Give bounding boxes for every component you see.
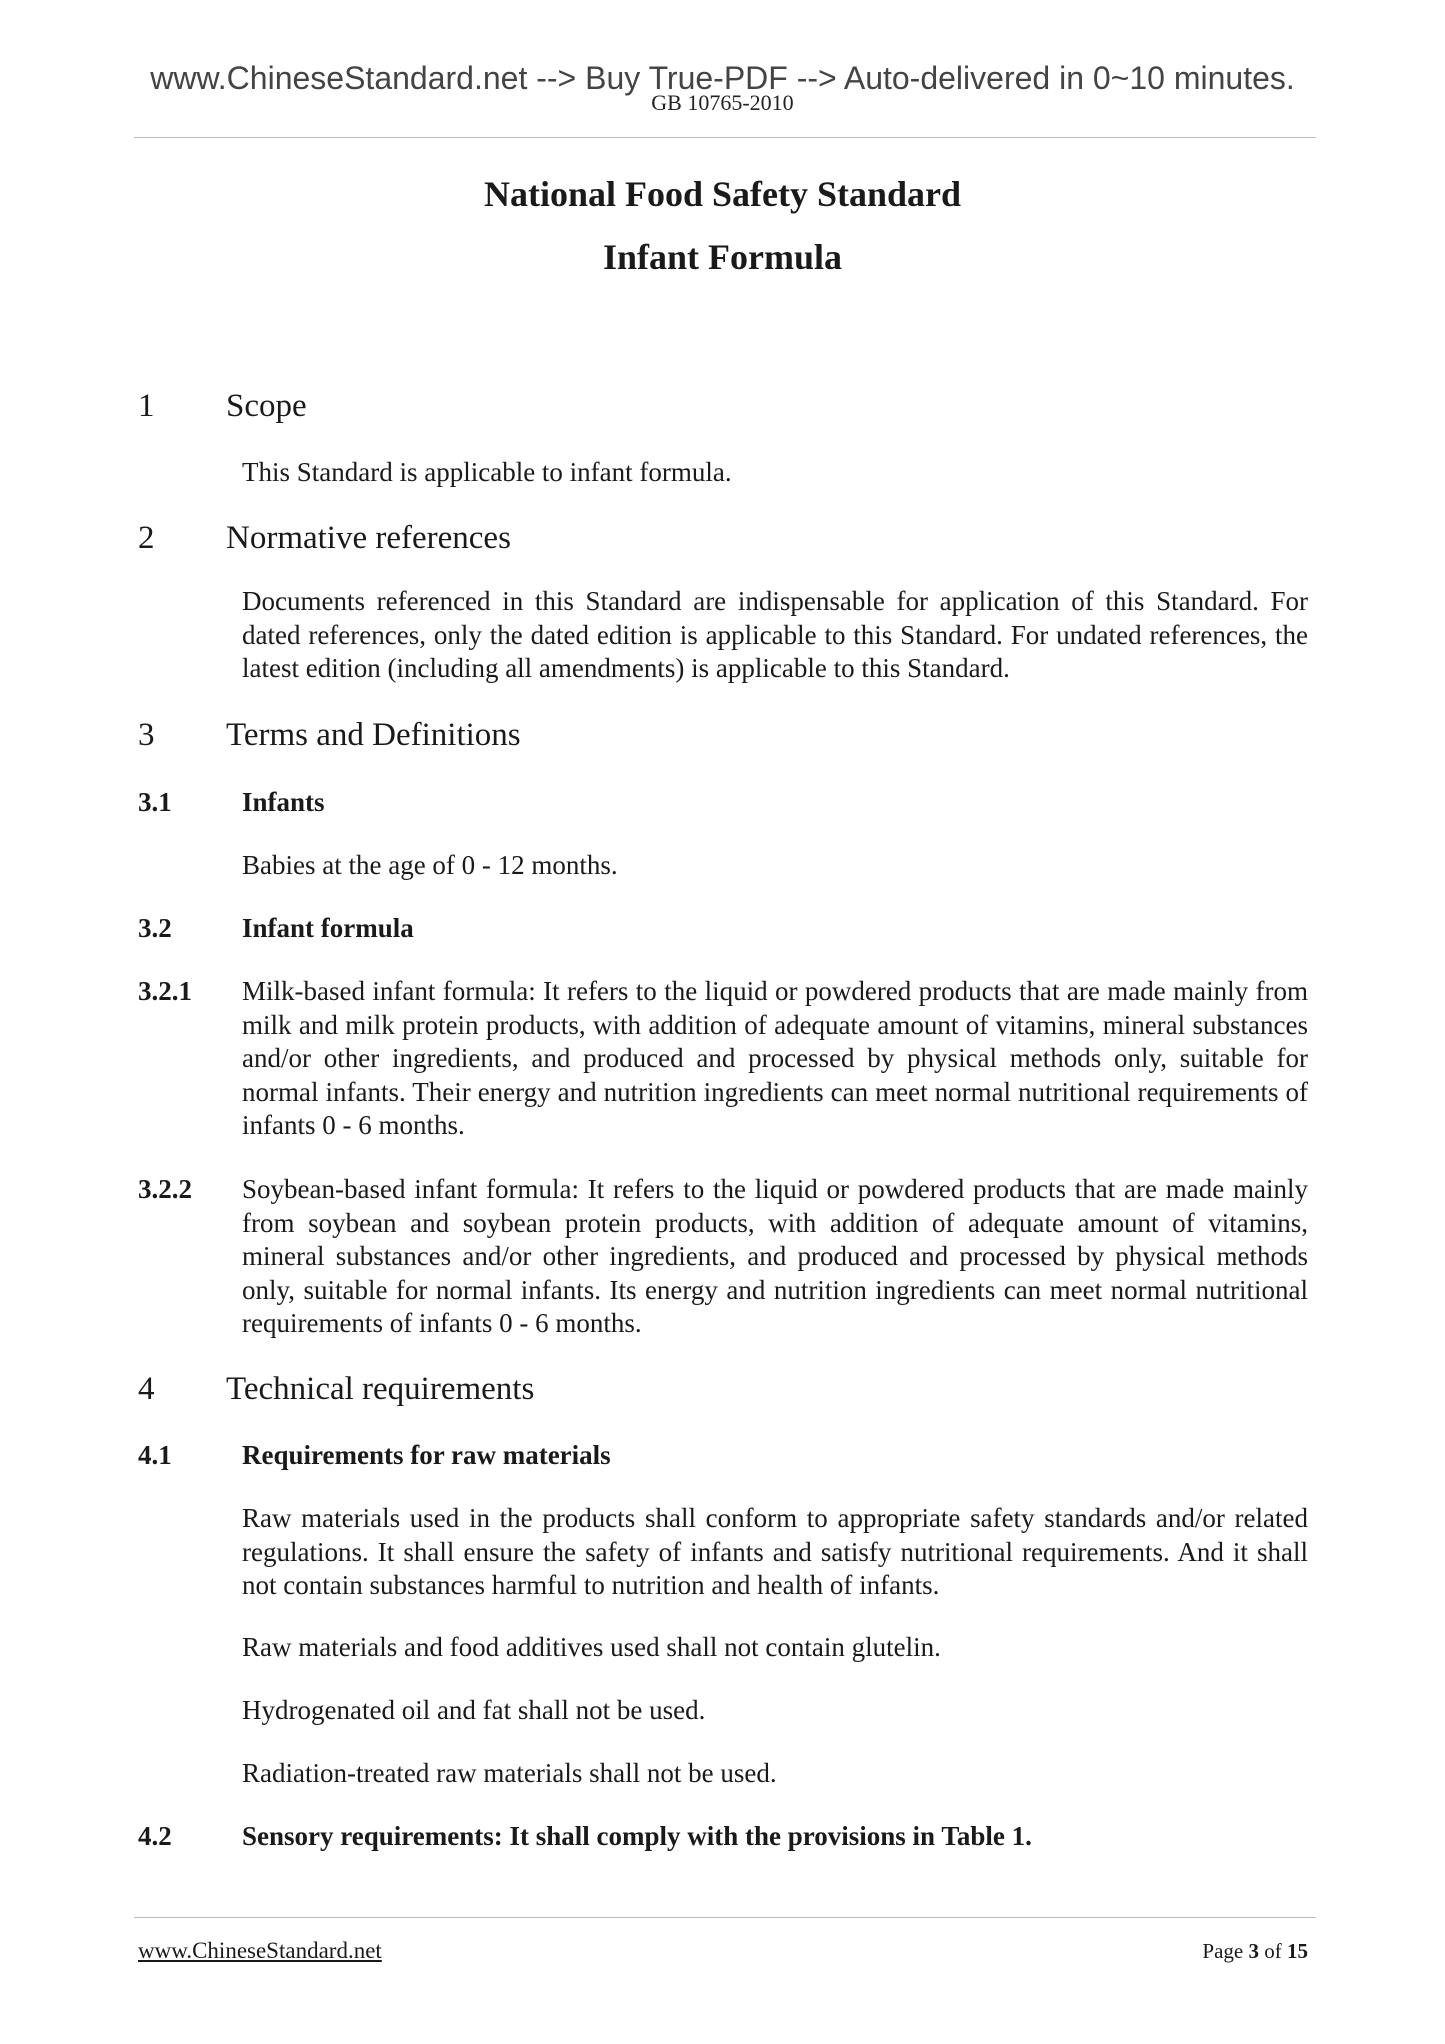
section-3-number: 3 (138, 717, 155, 753)
page-of: of (1264, 1939, 1282, 1963)
section-3-2-1-paragraph: Milk-based infant formula: It refers to the liquid or powdered products that are made mainly from milk and milk protein products, with addition of adequate amount of vitamins, mineral substances and/or other ingredients, and produced and processed by physical methods only, suitable for normal infants. Their energy and nutrition ingredients can meet normal nutritional requirements of infants 0 - 6 months. (242, 976, 1308, 1140)
page-total: 15 (1287, 1939, 1308, 1963)
section-4-2-heading: Sensory requirements: It shall comply with the provisions in Table 1. (242, 1821, 1032, 1851)
section-4-number: 4 (138, 1371, 155, 1407)
promo-banner: www.ChineseStandard.net --> Buy True-PDF --> Auto-delivered in 0~10 minutes. (150, 60, 1295, 96)
footer-site-link[interactable]: www.ChineseStandard.net (138, 1938, 382, 1963)
section-4-1-paragraph-2: Raw materials and food additives used shall not contain glutelin. (242, 1632, 941, 1662)
section-2-paragraph: Documents referenced in this Standard are indispensable for application of this Standard. For dated references, only the dated edition is applicable to this Standard. For undated references, the latest edition (including all amendments) is applicable to this Standard. (242, 586, 1308, 683)
section-4-1-paragraph-4: Radiation-treated raw materials shall not be used. (242, 1758, 777, 1788)
section-4-1-paragraph-3: Hydrogenated oil and fat shall not be used. (242, 1695, 706, 1725)
document-title: National Food Safety Standard (483, 174, 962, 214)
section-4-1-paragraph-1: Raw materials used in the products shall conform to appropriate safety standards and/or related regulations. It shall ensure the safety of infants and satisfy nutritional requirements. And it shall not contain substances harmful to nutrition and health of infants. (242, 1503, 1308, 1600)
section-3-2-number: 3.2 (138, 913, 172, 943)
page-prefix: Page (1202, 1939, 1244, 1963)
section-3-1-paragraph: Babies at the age of 0 - 12 months. (242, 850, 618, 880)
document-subtitle: Infant Formula (602, 237, 842, 277)
header-divider (134, 137, 1316, 138)
section-3-2-heading: Infant formula (242, 913, 414, 943)
section-4-1-heading: Requirements for raw materials (242, 1440, 611, 1470)
footer-divider (134, 1917, 1316, 1918)
section-4-heading: Technical requirements (226, 1371, 535, 1407)
section-3-2-2-paragraph: Soybean-based infant formula: It refers to the liquid or powdered products that are made mainly from soybean and soybean protein products, with addition of adequate amount of vitamins, mineral substances and/or other ingredients, and produced and processed by physical methods only, suitable for normal infants. Its energy and nutrition ingredients can meet normal nutritional requirements of infants 0 - 6 months. (242, 1174, 1308, 1338)
page-indicator (1202, 1937, 1308, 1965)
section-4-1-number: 4.1 (138, 1440, 172, 1470)
section-3-2-1-number: 3.2.1 (138, 976, 192, 1006)
section-1-heading: Scope (226, 388, 307, 424)
section-1-paragraph: This Standard is applicable to infant formula. (242, 457, 732, 487)
section-4-2-number: 4.2 (138, 1821, 172, 1851)
section-1-number: 1 (138, 388, 155, 424)
document-number: GB 10765-2010 (651, 90, 794, 115)
section-3-1-heading: Infants (242, 787, 325, 817)
section-3-2-2-number: 3.2.2 (138, 1174, 192, 1204)
section-3-1-number: 3.1 (138, 787, 172, 817)
section-3-heading: Terms and Definitions (226, 717, 521, 753)
section-2-number: 2 (138, 520, 155, 556)
section-2-heading: Normative references (226, 520, 511, 556)
page-current: 3 (1248, 1939, 1259, 1963)
